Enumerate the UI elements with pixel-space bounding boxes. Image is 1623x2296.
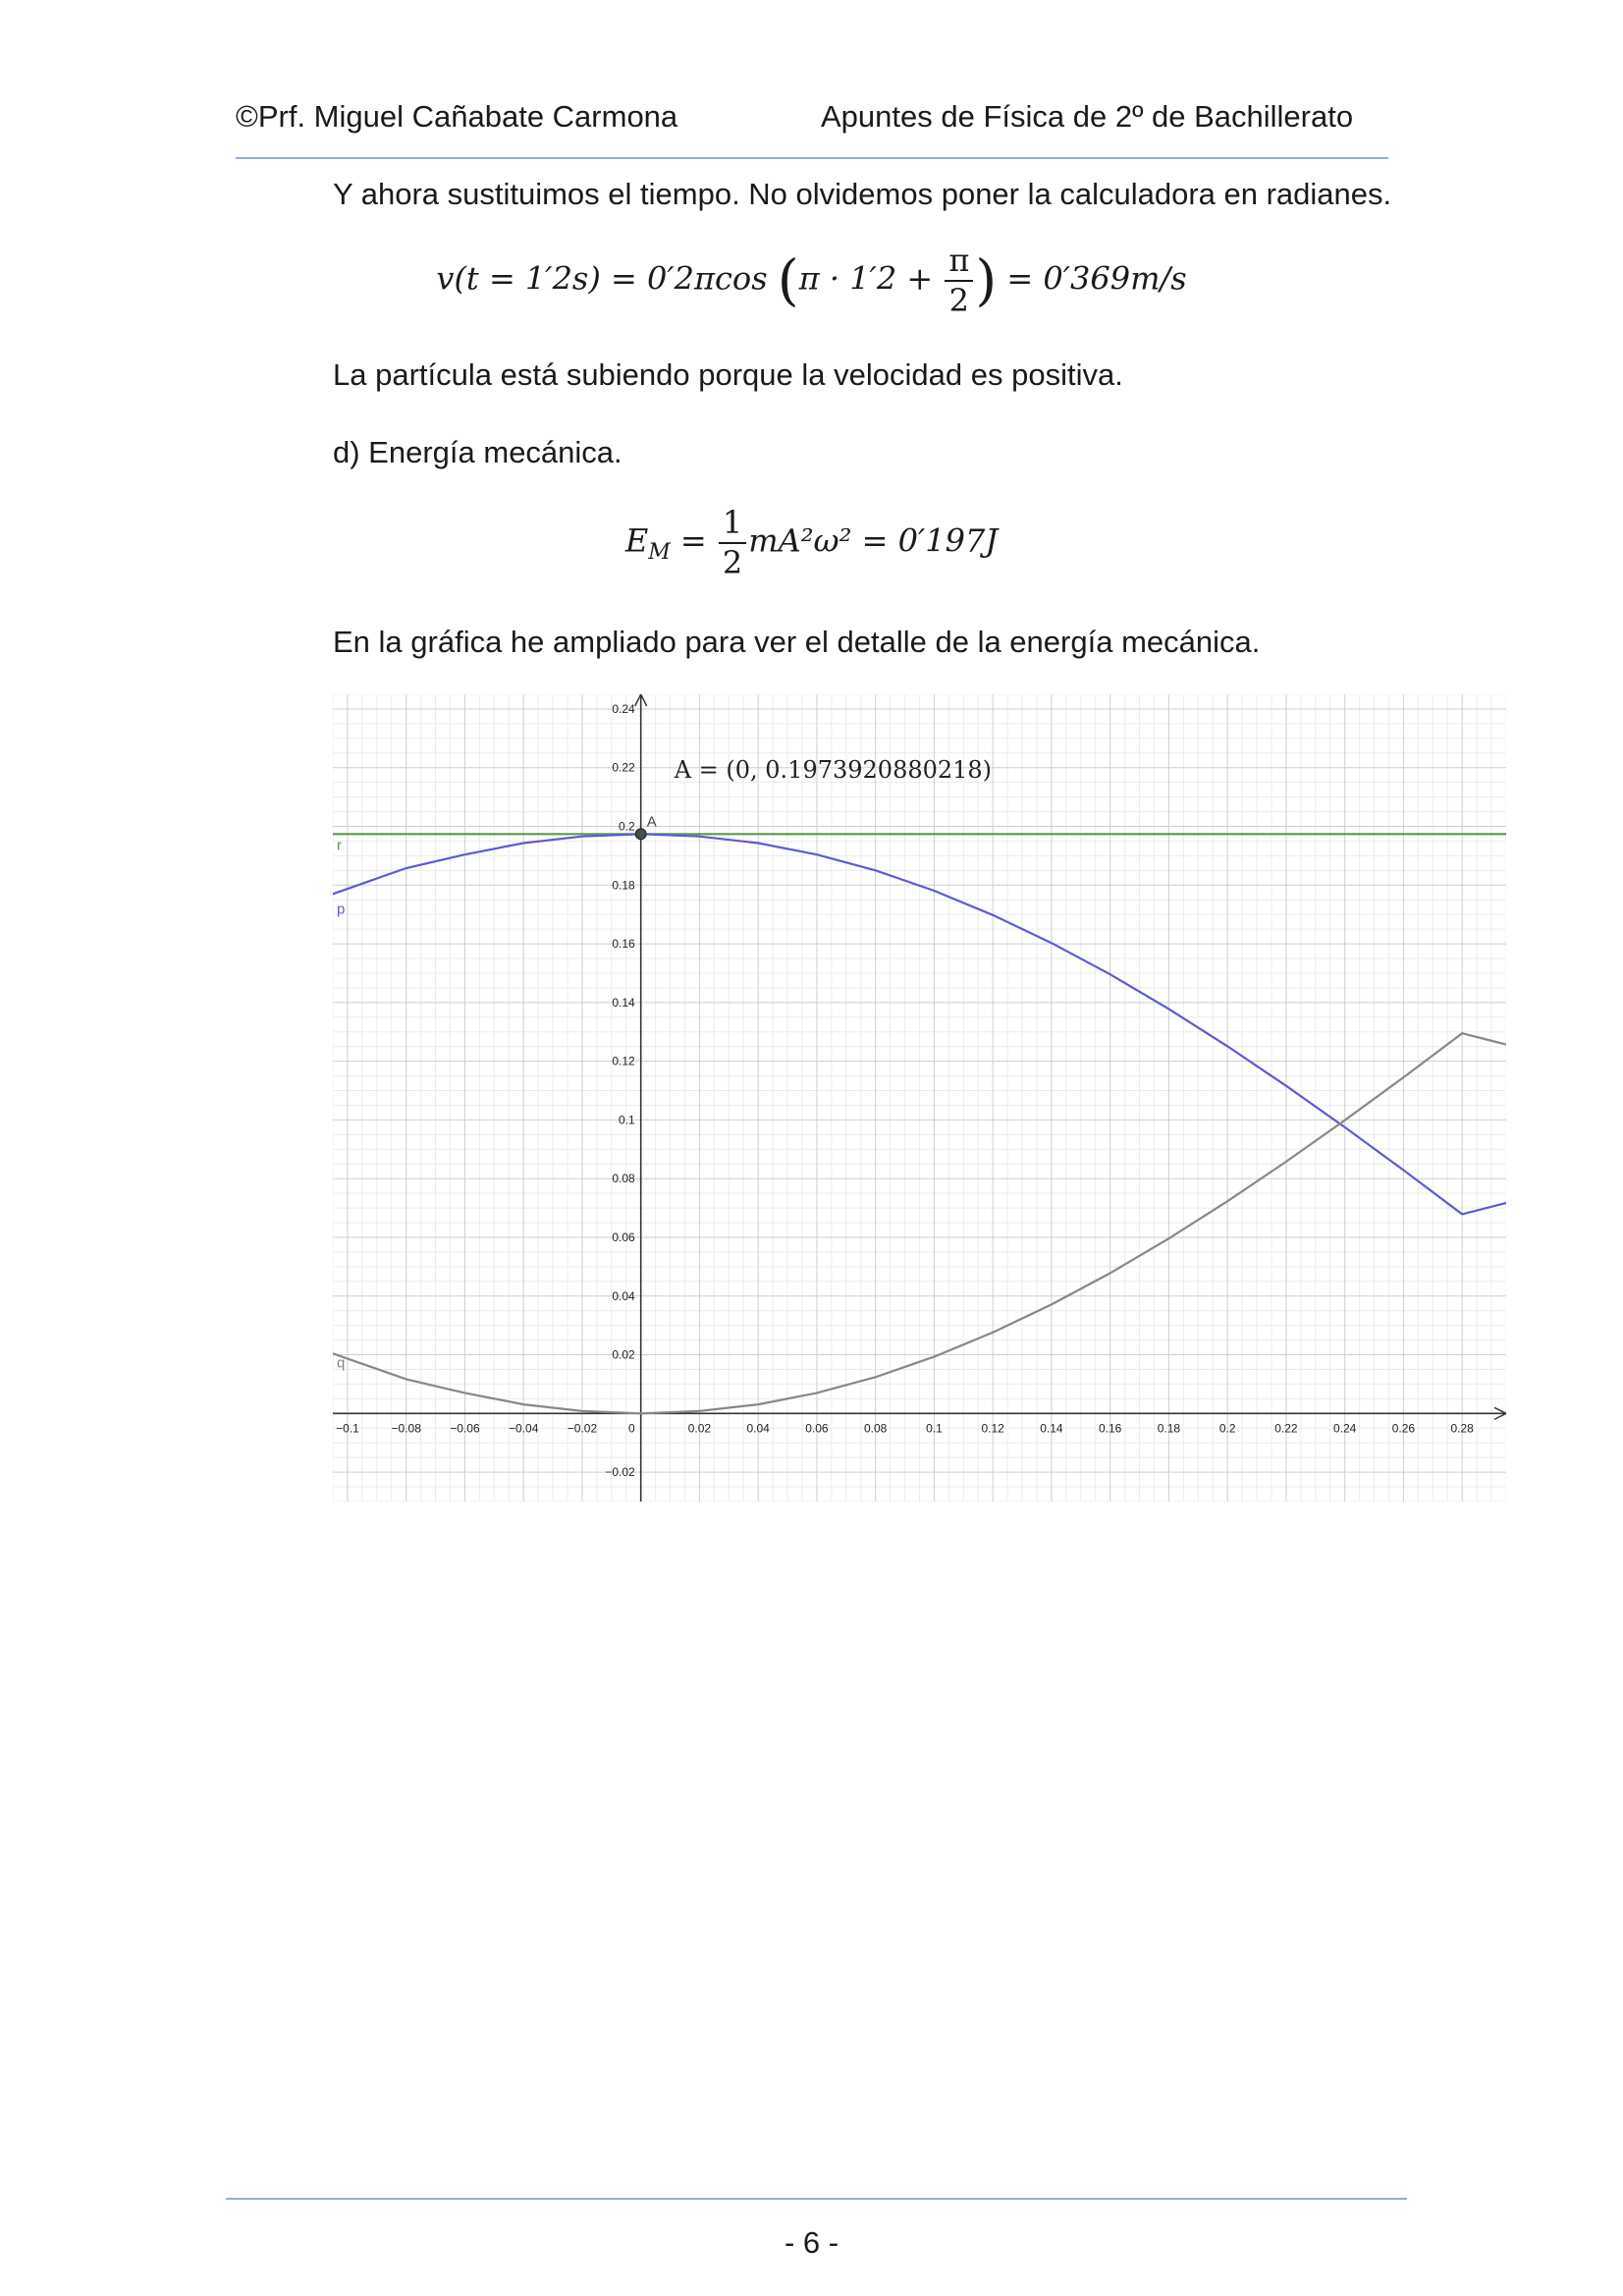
x-tick-label: 0.24 xyxy=(1333,1421,1357,1436)
y-tick-label: −0.02 xyxy=(605,1465,635,1480)
eq1-frac-den: 2 xyxy=(948,282,970,320)
eq2-right: mA²ω² = 0′197J xyxy=(748,521,999,560)
grid-minor xyxy=(333,694,1506,1502)
x-tick-label: 0 xyxy=(628,1421,635,1436)
series-label-q: q xyxy=(337,1354,346,1372)
y-tick-label: 0.16 xyxy=(612,937,635,952)
y-tick-label: 0.08 xyxy=(612,1172,635,1186)
x-tick-label: 0.22 xyxy=(1274,1421,1298,1436)
x-tick-label: 0.08 xyxy=(864,1421,888,1436)
y-tick-label: 0.04 xyxy=(612,1288,635,1303)
eq2-left: E xyxy=(624,521,649,560)
y-tick-label: 0.22 xyxy=(612,760,635,775)
y-tick-label: 0.2 xyxy=(619,819,635,834)
x-tick-label: −0.1 xyxy=(336,1421,359,1436)
eq1-frac-num: π xyxy=(945,244,973,282)
page-number: - 6 - xyxy=(784,2225,839,2260)
x-tick-label: 0.28 xyxy=(1450,1421,1474,1436)
annotations xyxy=(337,756,992,1371)
eq2-sub: M xyxy=(648,540,671,566)
eq1-close-paren: ) xyxy=(975,248,998,313)
eq1-open-paren: ( xyxy=(777,248,799,313)
paragraph-rising: La partícula está subiendo porque la velocidad es positiva. xyxy=(333,357,1123,392)
eq1-right: = 0′369m/s xyxy=(1006,259,1187,298)
series-label-p: p xyxy=(337,901,346,918)
x-tick-label: 0.1 xyxy=(926,1421,943,1436)
point-a-label: A xyxy=(646,813,657,831)
x-tick-label: 0.04 xyxy=(746,1421,770,1436)
eq2-eq: = xyxy=(670,521,717,560)
x-tick-label: 0.06 xyxy=(805,1421,829,1436)
equation-energy xyxy=(0,506,1623,580)
x-tick-label: 0.02 xyxy=(687,1421,712,1436)
eq1-fraction xyxy=(945,244,973,318)
eq2-frac-num: 1 xyxy=(719,506,746,544)
y-tick-label: 0.06 xyxy=(612,1230,635,1244)
point-a xyxy=(635,829,646,840)
header-divider xyxy=(236,157,1388,159)
x-tick-label: −0.06 xyxy=(450,1421,480,1436)
x-tick-label: −0.04 xyxy=(509,1421,539,1436)
x-tick-label: 0.26 xyxy=(1391,1421,1416,1436)
x-tick-label: −0.02 xyxy=(567,1421,598,1436)
eq2-frac-den: 2 xyxy=(722,544,743,582)
point-a-annotation: A = (0, 0.1973920880218) xyxy=(674,756,993,785)
energy-chart xyxy=(333,694,1506,1502)
y-tick-label: 0.02 xyxy=(612,1347,635,1362)
x-tick-label: 0.18 xyxy=(1157,1421,1181,1436)
header-author: ©Prf. Miguel Cañabate Carmona xyxy=(236,99,678,134)
paragraph-graph-intro: En la gráfica he ampliado para ver el detalle de la energía mecánica. xyxy=(333,625,1261,659)
equation-velocity xyxy=(0,244,1623,318)
header-subject: Apuntes de Física de 2º de Bachillerato xyxy=(821,99,1354,134)
x-tick-label: 0.2 xyxy=(1218,1421,1236,1436)
x-tick-label: −0.08 xyxy=(391,1421,421,1436)
y-tick-label: 0.18 xyxy=(612,878,635,893)
x-tick-label: 0.14 xyxy=(1040,1421,1063,1436)
y-tick-label: 0.24 xyxy=(612,701,635,716)
paragraph-substitute-time: Y ahora sustituimos el tiempo. No olvidemos poner la calculadora en radianes. xyxy=(333,177,1392,211)
eq1-left: v(t = 1′2s) = 0′2πcos xyxy=(436,259,768,298)
series-label-r: r xyxy=(337,837,342,854)
y-tick-label: 0.12 xyxy=(612,1054,635,1068)
paragraph-mechanical-energy: d) Energía mecánica. xyxy=(333,435,622,469)
eq1-inner: π · 1′2 + xyxy=(798,259,934,298)
eq2-fraction xyxy=(719,506,746,580)
y-tick-label: 0.1 xyxy=(619,1113,635,1127)
x-tick-label: 0.16 xyxy=(1099,1421,1122,1436)
footer-divider xyxy=(226,2198,1407,2200)
y-tick-label: 0.14 xyxy=(612,995,635,1010)
x-tick-label: 0.12 xyxy=(981,1421,1004,1436)
